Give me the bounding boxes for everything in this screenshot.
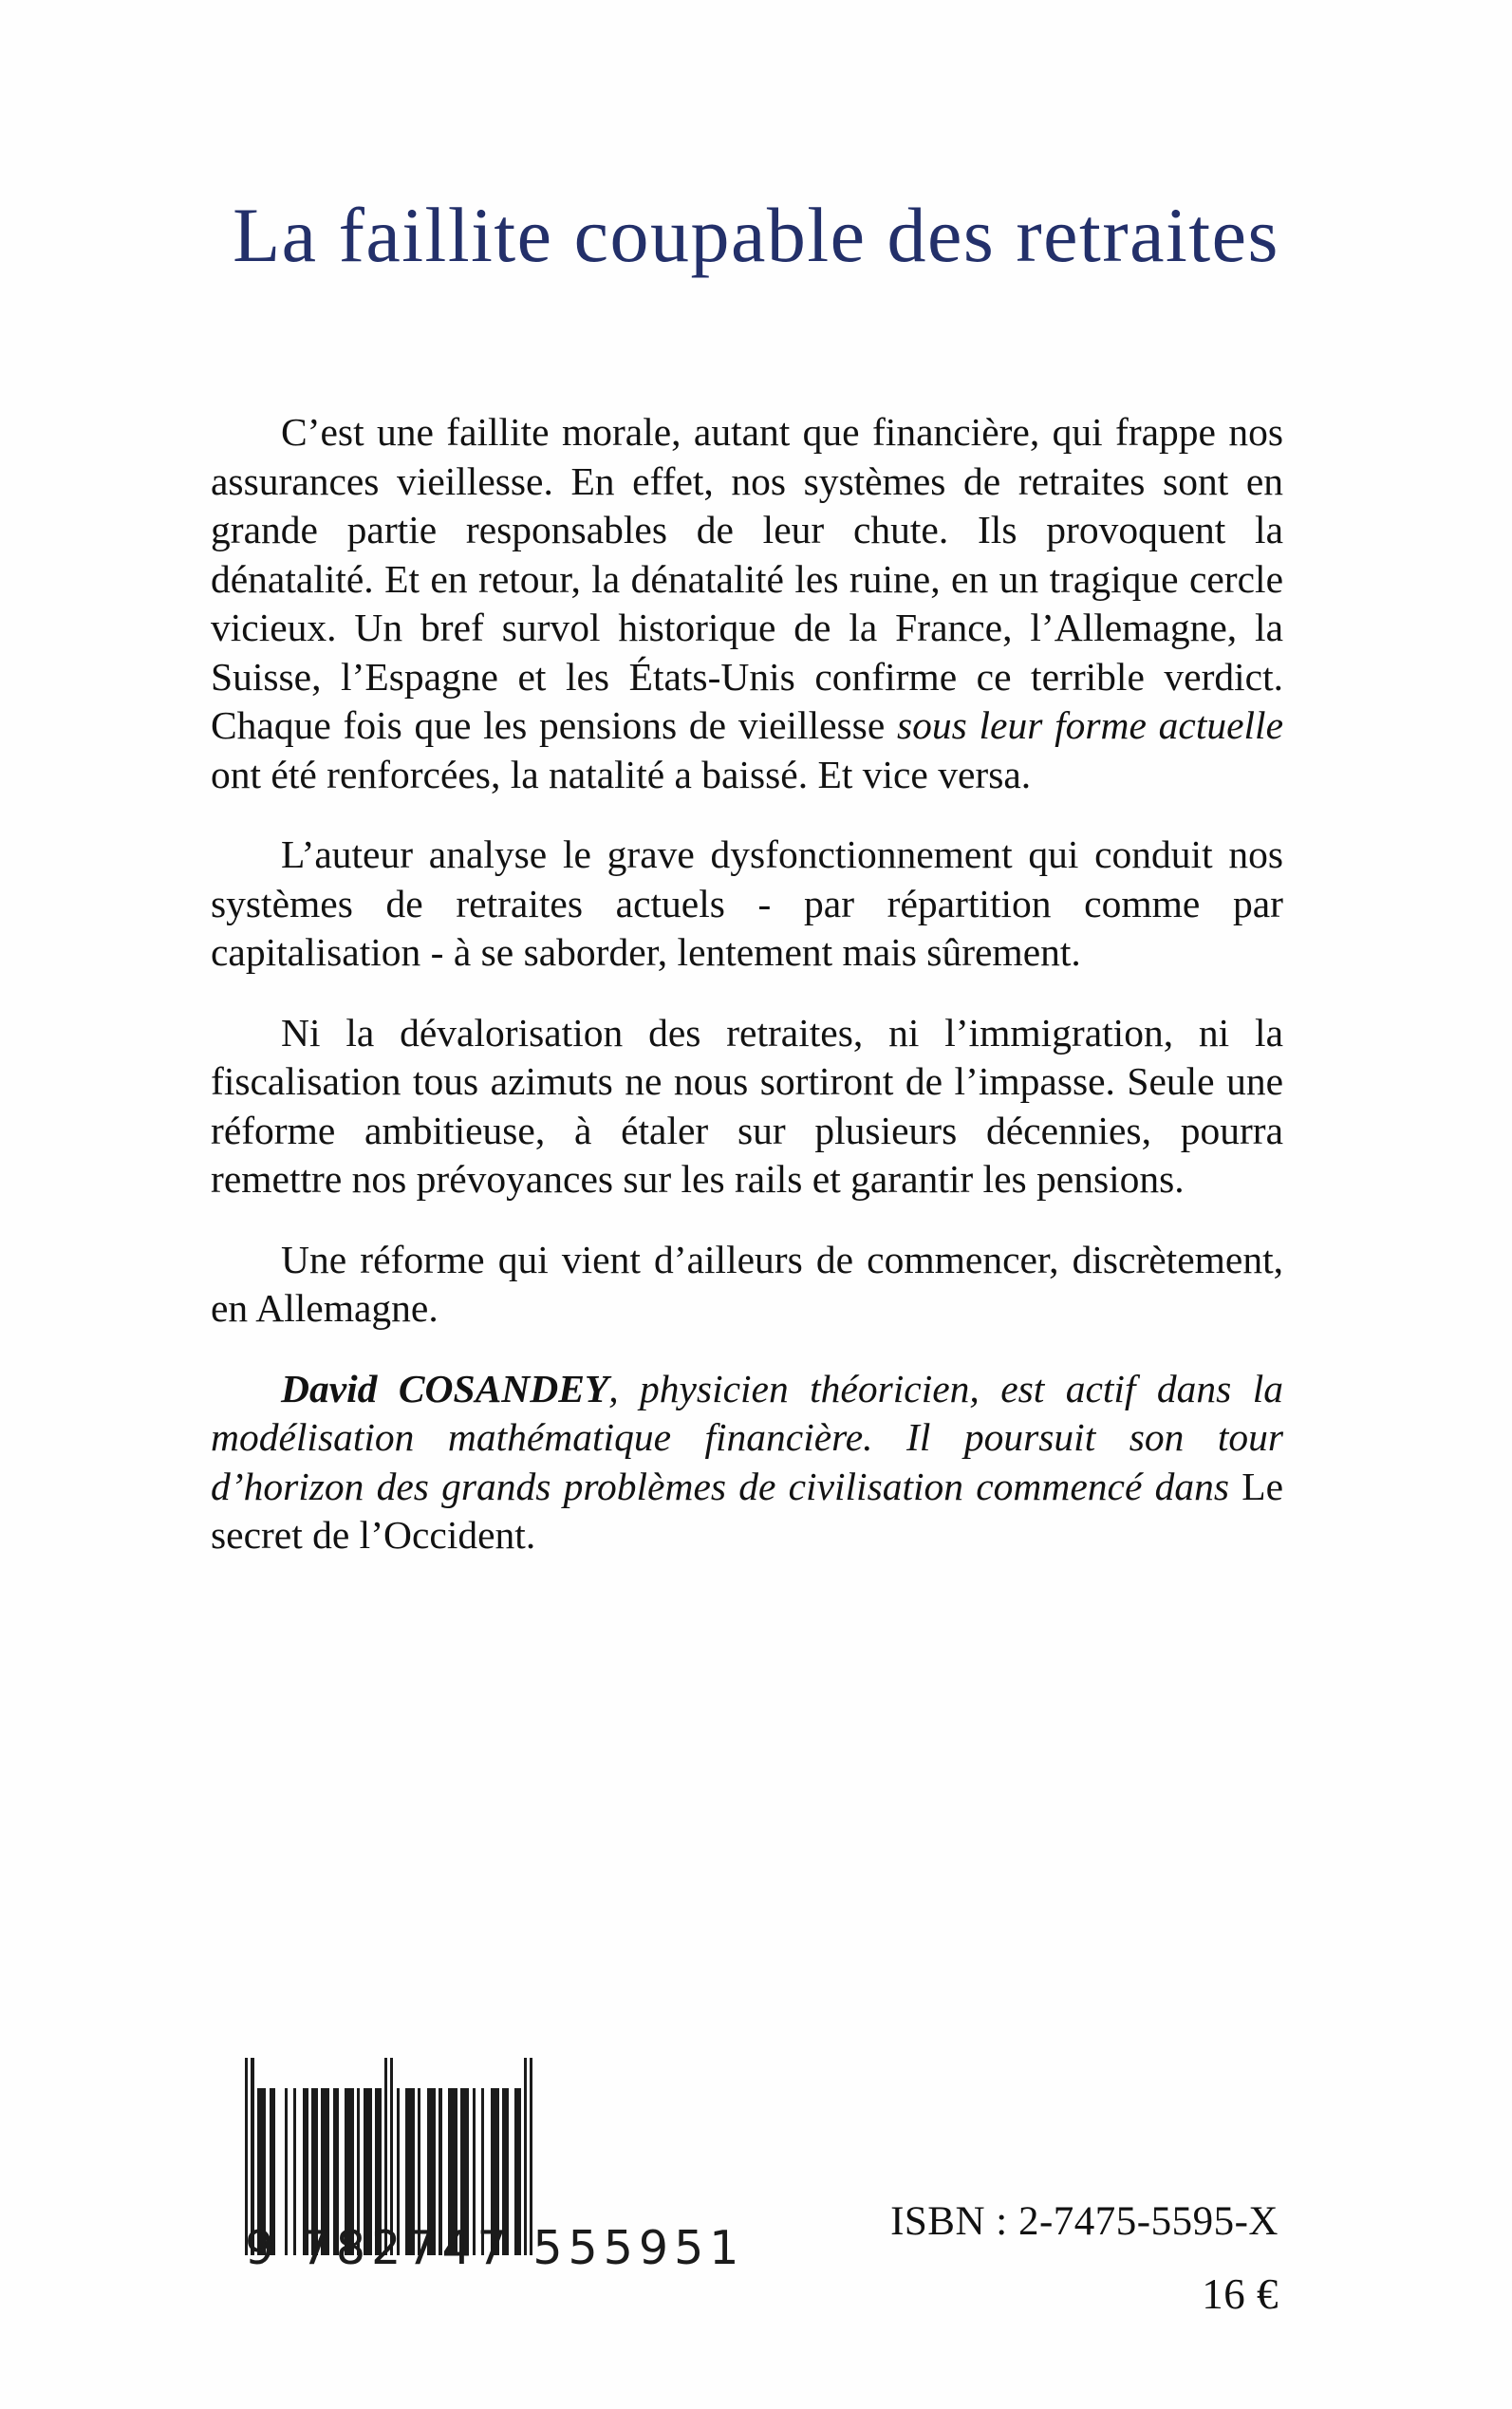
author-bio-paragraph <box>211 1365 1283 1560</box>
publication-info <box>890 2193 1279 2324</box>
blurb-paragraph-1 <box>211 408 1283 799</box>
barcode-digits: 9 782747 555951 <box>245 2221 745 2275</box>
blurb-paragraph-4: Une réforme qui vient d’ailleurs de commencer, discrètement, en Allemagne. <box>211 1237 1283 1330</box>
author-bio-description: , physicien théoricien, est actif dans la modélisation mathématique financière. Il poursuit son tour d’horizon des grands problèmes de civilisation commencé dans <box>211 1366 1283 1508</box>
price-label: 16 € <box>1202 2270 1279 2318</box>
book-title: La faillite coupable des retraites <box>233 191 1279 278</box>
author-name: David COSANDEY <box>281 1366 609 1410</box>
referenced-book-title: Le secret de l’Occident. <box>211 1464 1283 1557</box>
blurb-paragraph-1-emphasis: sous leur forme actuelle <box>897 703 1284 747</box>
barcode <box>245 2058 745 2275</box>
isbn-label: ISBN : 2-7475-5595-X <box>890 2199 1279 2244</box>
blurb-paragraph-1-part-a: C’est une faillite morale, autant que financière, qui frappe nos assurances vieillesse. En effet, nos systèmes de retraites sont en grande partie responsables de leur chute. Ils provoquent la dénatalité. Et en retour, la dénatalité les ruine, en un tragique cercle vicieux. Un bref survol historique de la France, l’Allemagne, la Suisse, l’Espagne et les États-Unis confirme ce terrible verdict. Chaque fois que les pensions de vieillesse <box>211 410 1283 747</box>
blurb-paragraph-2: L’auteur analyse le grave dysfonctionnement qui conduit nos systèmes de retraites actuels - par répartition comme par capitalisation - à se saborder, lentement mais sûrement. <box>211 832 1283 974</box>
blurb-paragraph-1-part-b: ont été renforcées, la natalité a baissé. Et vice versa. <box>211 752 1032 796</box>
blurb-text-block <box>211 408 1283 1560</box>
blurb-paragraph-3: Ni la dévalorisation des retraites, ni l’immigration, ni la fiscalisation tous azimuts ne nous sortiront de l’impasse. Seule une réforme ambitieuse, à étaler sur plusieurs décennies, pourra remettre nos prévoyances sur les rails et garantir les pensions. <box>211 1010 1283 1201</box>
